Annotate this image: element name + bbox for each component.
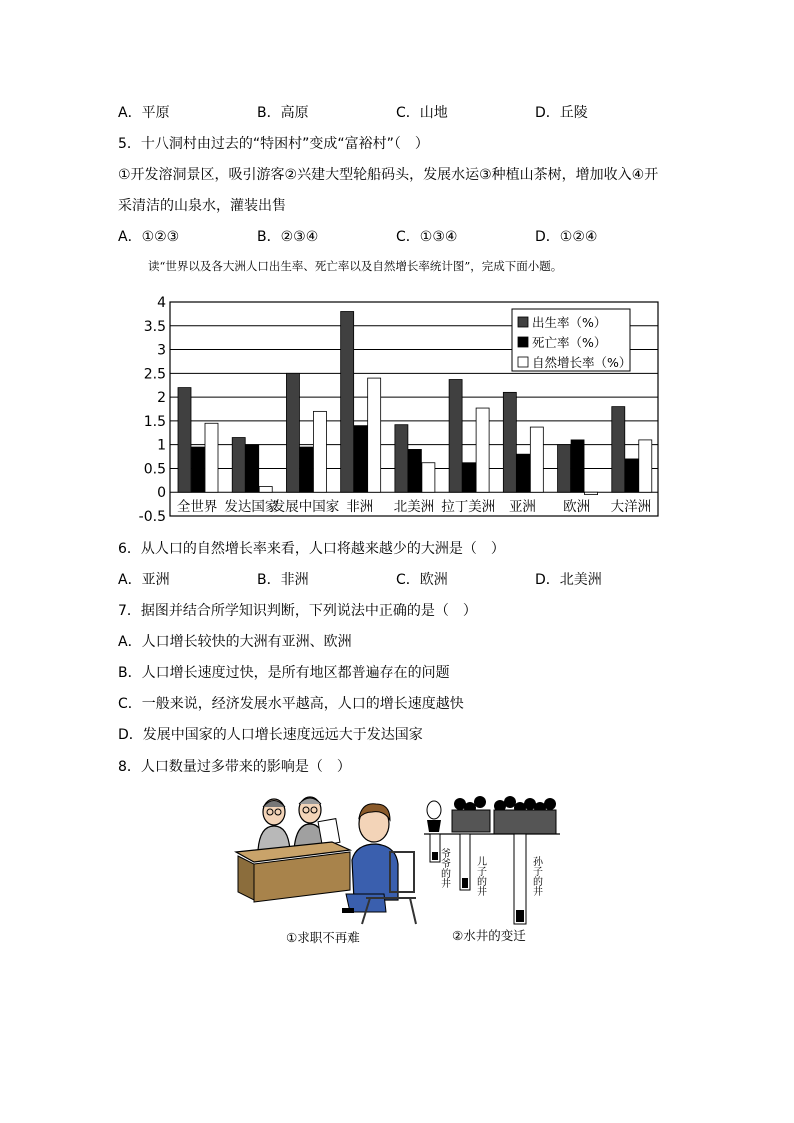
legend-swatch-0 — [518, 317, 528, 327]
bar-1-1 — [246, 445, 259, 493]
y-tick-label: 1 — [157, 437, 166, 454]
x-tick-label: 非洲 — [346, 499, 374, 516]
bar-2-0 — [205, 423, 218, 492]
interviewer-left — [258, 799, 290, 850]
q7-option-a: A．人口增长较快的大洲有亚洲、欧洲 — [118, 634, 352, 650]
q8-stem: 8．人口数量过多带来的影响是（ ） — [118, 759, 351, 775]
y-tick-label: 2 — [157, 390, 166, 407]
bar-0-7 — [558, 445, 571, 493]
x-tick-label: 欧洲 — [563, 499, 591, 516]
bar-1-8 — [625, 459, 638, 492]
chart-intro: 读“世界以及各大洲人口出生率、死亡率以及自然增长率统计图”，完成下面小题。 — [148, 259, 563, 273]
bar-2-8 — [639, 440, 652, 492]
bar-0-2 — [286, 373, 299, 492]
desk — [236, 842, 350, 902]
bar-1-7 — [571, 440, 584, 492]
q7-stem: 7．据图并结合所学知识判断，下列说法中正确的是（ ） — [118, 603, 477, 619]
legend-label-0: 出生率（%） — [532, 315, 607, 330]
well-label-grandfather: 爷爷的井 — [438, 848, 450, 888]
q5-stem: 5．十八洞村由过去的“特困村”变成“富裕村”（ ） — [118, 136, 429, 152]
y-tick-label: 0 — [157, 485, 166, 502]
bar-0-0 — [178, 388, 191, 493]
q7-option-d: D．发展中国家的人口增长速度远远大于发达国家 — [118, 727, 423, 743]
q5-option-d: D．①②④ — [535, 229, 598, 245]
bar-2-2 — [313, 411, 326, 492]
bar-1-5 — [463, 463, 476, 492]
x-tick-label: 发达国家 — [224, 499, 279, 516]
crowd — [427, 796, 556, 834]
bar-1-6 — [517, 454, 530, 492]
cartoon1-caption: ①求职不再难 — [286, 930, 360, 945]
q6-option-c: C．欧洲 — [396, 572, 448, 588]
job-interview-cartoon — [234, 790, 420, 928]
bar-0-8 — [612, 407, 625, 493]
q5-option-a: A．①②③ — [118, 229, 180, 245]
y-tick-label: 0.5 — [143, 461, 166, 478]
bar-0-4 — [395, 425, 408, 493]
q6-option-b: B．非洲 — [257, 572, 309, 588]
q7-option-b: B．人口增长速度过快，是所有地区都普遍存在的问题 — [118, 665, 450, 681]
bar-1-3 — [354, 426, 367, 493]
bar-1-0 — [192, 447, 205, 492]
y-tick-label: 3.5 — [143, 318, 166, 335]
bar-2-3 — [368, 378, 381, 492]
grandson-well — [514, 834, 526, 924]
q6-option-d: D．北美洲 — [535, 572, 602, 588]
x-tick-label: 发展中国家 — [271, 499, 340, 516]
q4-option-c: C．山地 — [396, 105, 448, 121]
well-label-son: 儿子的井 — [474, 856, 486, 896]
legend-label-1: 死亡率（%） — [532, 335, 607, 350]
legend-label-2: 自然增长率（%） — [532, 355, 632, 370]
q7-option-c: C．一般来说，经济发展水平越高，人口的增长速度越快 — [118, 696, 464, 712]
bar-0-5 — [449, 380, 462, 493]
legend-swatch-1 — [518, 337, 528, 347]
bar-1-4 — [408, 449, 421, 492]
q6-stem: 6．从人口的自然增长率来看，人口将越来越少的大洲是（ ） — [118, 541, 505, 557]
q6-option-a: A．亚洲 — [118, 572, 170, 588]
x-tick-label: 全世界 — [176, 499, 218, 516]
well-change-cartoon — [424, 792, 560, 926]
y-tick-label: 1.5 — [143, 413, 166, 430]
legend-swatch-2 — [518, 357, 528, 367]
y-tick-label: -0.5 — [138, 509, 166, 522]
population-rate-chart — [136, 290, 666, 522]
q4-option-d: D．丘陵 — [535, 105, 588, 121]
q4-option-b: B．高原 — [257, 105, 309, 121]
well-label-grandson: 孙子的井 — [530, 856, 542, 896]
bar-2-7 — [585, 492, 598, 494]
x-tick-label: 大洋洲 — [610, 499, 652, 516]
bar-1-2 — [300, 447, 313, 492]
bar-2-4 — [422, 463, 435, 492]
q5-line1: ①开发溶洞景区，吸引游客②兴建大型轮船码头，发展水运③种植山茶树，增加收入④开 — [118, 167, 659, 183]
bar-2-1 — [259, 487, 272, 493]
bar-0-3 — [341, 312, 354, 493]
bar-0-6 — [503, 392, 516, 492]
q5-option-c: C．①③④ — [396, 229, 458, 245]
cartoon2-caption: ②水井的变迁 — [452, 928, 526, 943]
y-tick-label: 2.5 — [143, 366, 166, 383]
y-tick-label: 4 — [157, 295, 166, 311]
bar-0-1 — [232, 438, 245, 493]
son-well — [460, 834, 470, 890]
x-tick-label: 亚洲 — [508, 499, 536, 516]
q4-option-a: A．平原 — [118, 105, 170, 121]
q5-line2: 采清洁的山泉水，灌装出售 — [118, 198, 286, 214]
q5-option-b: B．②③④ — [257, 229, 319, 245]
bar-2-6 — [530, 427, 543, 492]
y-tick-label: 3 — [157, 342, 166, 359]
x-tick-label: 北美洲 — [393, 499, 435, 516]
x-tick-label: 拉丁美洲 — [441, 499, 496, 516]
bar-2-5 — [476, 408, 489, 492]
